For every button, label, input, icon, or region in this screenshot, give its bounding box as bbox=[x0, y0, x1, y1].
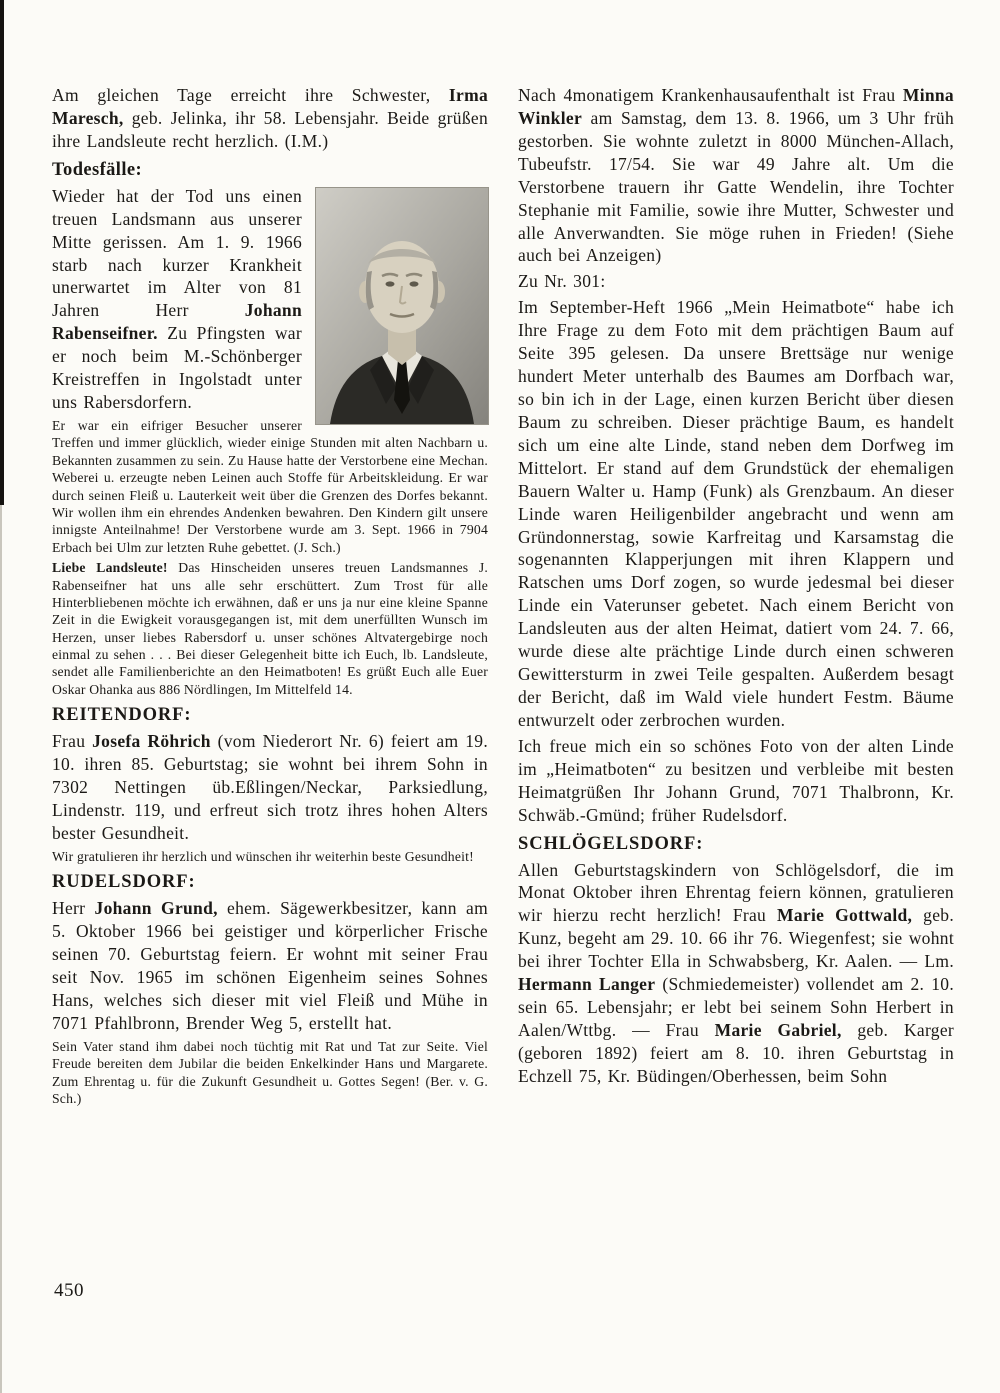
obituary-block bbox=[52, 185, 488, 559]
emphasized-name: Marie Gabriel, bbox=[714, 1019, 842, 1040]
emphasized-name: Johann Grund, bbox=[94, 898, 218, 919]
intro-paragraph bbox=[52, 84, 488, 153]
text-run: Nach 4monatigem Krankenhausaufenthalt ist Frau bbox=[518, 85, 903, 105]
linde-report-paragraph bbox=[518, 296, 954, 732]
text-run: Frau bbox=[52, 731, 93, 752]
rudelsdorf-paragraph bbox=[52, 897, 488, 1035]
emphasized-name: Josefa Röhrich bbox=[92, 731, 211, 752]
rudelsdorf-note bbox=[52, 1038, 488, 1108]
zu-nr-heading: Zu Nr. 301: bbox=[518, 271, 606, 292]
text-run: Am gleichen Tage erreicht ihre Schwester, bbox=[52, 85, 449, 105]
emphasized-name: Minna Winkler bbox=[518, 85, 954, 128]
text-run: Sein Vater stand ihm dabei noch tüchtig mit Rat und Tat zur Seite. Viel Freude bereiten dem Jubilar die beiden Enkelkinder Hans und Margarete. Zum Ehrentag u. für die Zukunft Gesundheit u. Gottes Segen! (Ber. v. G. Sch.) bbox=[52, 1038, 488, 1106]
text-run: Er war ein eifriger Besucher unserer Treffen und immer glücklich, wieder einige Stunden mit alten Nachbarn u. Bekannten zusammen zu sein. Zu Hause hatte der Verstorbene eine Mechan. Weberei u. erzeugte neben Leinen auch Stoffe für Arbeitskleidung. Er war durch seinen Fleiß u. Lauterkeit weit über die Grenzen des Dorfes bekannt. Wir wollen ihm ein ehrendes Andenken bewahren. Den Kindern gilt unsere innigste Anteilnahme! Der Verstorbene wurde am 3. Sept. 1966 in 7904 Erbach bei Ulm zur letzten Ruhe gebettet. (J. Sch.) bbox=[52, 417, 488, 555]
text-run: (Schmiedemeister) vollendet am 2. 10. sein 65. Lebensjahr; er lebt bei seinem Sohn Herbert in Aalen/Wttbg. — Frau bbox=[518, 974, 954, 1040]
portrait-photo bbox=[316, 188, 488, 424]
left-column bbox=[52, 84, 488, 1110]
text-run: Allen Geburtstagskindern von Schlögelsdorf, die im Monat Oktober ihren Ehrentag feiern können, gratulieren wir hierzu recht herzlich! Frau bbox=[518, 859, 954, 926]
scan-edge-artifact bbox=[0, 0, 4, 505]
text-run: Ich freue mich ein so schönes Foto von der alten Linde im „Heimatboten“ zu besitzen und verbleibe mit besten Heimatgrüßen Ihr Johann Grund, 7071 Thalbronn, Kr. Schwäb.-Gmünd; früher Rudelsdorf. bbox=[518, 735, 954, 825]
page-number: 450 bbox=[54, 1280, 84, 1301]
emphasized-name: Johann Rabenseifner. bbox=[52, 300, 302, 344]
linde-closing-paragraph bbox=[518, 735, 954, 827]
text-run: geb. Kunz, begeht am 29. 10. 66 ihr 76. Wiegenfest; sie wohnt bei ihrer Tochter Ella in Schwabsberg, Kr. Aalen. — Lm. bbox=[518, 905, 954, 972]
obituary-detail-paragraph bbox=[52, 417, 488, 556]
schloegelsdorf-paragraph bbox=[518, 859, 954, 1088]
emphasized-name: Marie Gottwald, bbox=[777, 905, 913, 926]
liebe-landsleute-paragraph bbox=[52, 559, 488, 698]
text-run: Herr bbox=[52, 898, 95, 919]
text-run: Das Hinscheiden unseres treuen Landsmannes J. Rabenseifner hat uns alle sehr erschüttert. Zum Trost für alle Hinterbliebenen möchte ich erwähnen, daß er uns ja nur eine kleine Spanne Zeit in die Ewigkeit vorausgegangen ist, mit dem unerfüllten Wunsch im Herzen, unser liebes Rabersdorf u. unser schönes Altvatergebirge noch einmal zu sehen . . . Bei dieser Gelegenheit bitte ich Euch, lb. Landsleute, sendet alle Familienberichte an den Heimatboten! Es grüßt Euch alle Euer Oskar Ohanka aus 886 Nördlingen, Im Mittelfeld 14. bbox=[52, 560, 488, 697]
todesfaelle-heading: Todesfälle: bbox=[52, 159, 143, 180]
rudelsdorf-heading: RUDELSDORF: bbox=[52, 872, 196, 893]
text-run: ehem. Sägewerkbesitzer, kann am 5. Oktober 1966 bei geistiger und körperlicher Frische seinen 70. Geburtstag feiern. Er wohnt mit seiner Frau seit Nov. 1965 im schönen Eigenheim seines Sohnes Hans, welches sich dieser mit viel Fleiß und Mühe in 7071 Pfahlbronn, Brender Weg 5, erstellt hat. bbox=[52, 898, 488, 1033]
text-run: Im September-Heft 1966 „Mein Heimatbote“ habe ich Ihre Frage zu dem Foto mit dem prächtigen Baum auf Seite 395 gelesen. Da unsere Brettsäge nur wenige hundert Meter unterhalb des Baumes am Dorfbach war, so bin ich in der Lage, einen kurzen Bericht über diesen Baum zu schreiben. Dieser prächtige Baum, es handelt sich um eine alte Linde, stand neben dem Dorfweg im Mittelort. Er stand auf dem Grundstück der ehemaligen Bauern Walter u. Hamp (Funk) als Grenzbaum. An dieser Linde waren Heiligenbilder angebracht und wenn am Gründonnerstag, sowie Karfreitag und Karsamstag die sogenannten Klapperjungen mit ihren Klappern und Ratschen ums Dorf zogen, so wurde jedesmal bei dieser Linde ein Vaterunser gebetet. Nach einem Bericht von Landsleuten aus der alten Heimat, datiert vom 24. 7. 66, wurde diese alte prächtige Linde durch einen schweren Gewittersturm in zwei Teile gespalten. Außerdem besagt der Bericht, daß im Wald viele hundert Festm. Bäume entwurzelt oder zerbrochen wurden. bbox=[518, 297, 954, 730]
text-run: Wir gratulieren ihr herzlich und wünschen ihr weiterhin beste Gesundheit! bbox=[52, 848, 474, 864]
reitendorf-paragraph bbox=[52, 730, 488, 845]
text-run: am Samstag, dem 13. 8. 1966, um 3 Uhr früh gestorben. Sie wohnte zuletzt in 8000 München-Allach, Tubeufstr. 17/54. Sie war 49 Jahre alt. Um die Verstorbene trauern ihr Gatte Wendelin, ihre Tochter Stephanie mit Familie, sowie ihre Mutter, Schwester und alle Anverwandten. Sie möge ruhen in Frieden! (Siehe auch bei Anzeigen) bbox=[518, 107, 954, 266]
text-run: Wieder hat der Tod uns einen treuen Landsmann aus unserer Mitte gerissen. Am 1. 9. 1966 starb nach kurzer Krankheit unerwartet im Alter von 81 Jahren Herr bbox=[52, 185, 302, 321]
right-column bbox=[518, 84, 954, 1110]
reitendorf-note bbox=[52, 848, 488, 865]
emphasized-name: Liebe Landsleute! bbox=[52, 560, 168, 576]
emphasized-name: Hermann Langer bbox=[518, 974, 656, 995]
two-column-layout bbox=[52, 84, 954, 1110]
text-run: geb. Karger (geboren 1892) feiert am 8. 10. ihren Geburtstag in Echzell 75, Kr. Büdingen/Oberhessen, beim Sohn bbox=[518, 1019, 955, 1086]
text-run: geb. Jelinka, ihr 58. Lebensjahr. Beide grüßen ihre Landsleute recht herzlich. (I.M.) bbox=[52, 107, 488, 151]
emphasized-name: Irma Maresch, bbox=[52, 85, 488, 128]
schloegelsdorf-heading: SCHLÖGELSDORF: bbox=[518, 833, 704, 854]
portrait-photo-graphic bbox=[316, 188, 488, 424]
text-run: (vom Niederort Nr. 6) feiert am 19. 10. ihren 85. Geburtstag; sie wohnt bei ihrem Sohn in 7302 Nettingen üb.Eßlingen/Neckar, Parksiedlung, Lindenstr. 119, und erfreut sich trotz ihres hohen Alters bester Gesundheit. bbox=[52, 731, 488, 843]
winkler-obituary-paragraph bbox=[518, 84, 954, 267]
reitendorf-heading: REITENDORF: bbox=[52, 705, 192, 726]
text-run: Zu Pfingsten war er noch beim M.-Schönberger Kreistreffen in Ingolstadt unter uns Rabersdorfern. bbox=[52, 323, 302, 413]
